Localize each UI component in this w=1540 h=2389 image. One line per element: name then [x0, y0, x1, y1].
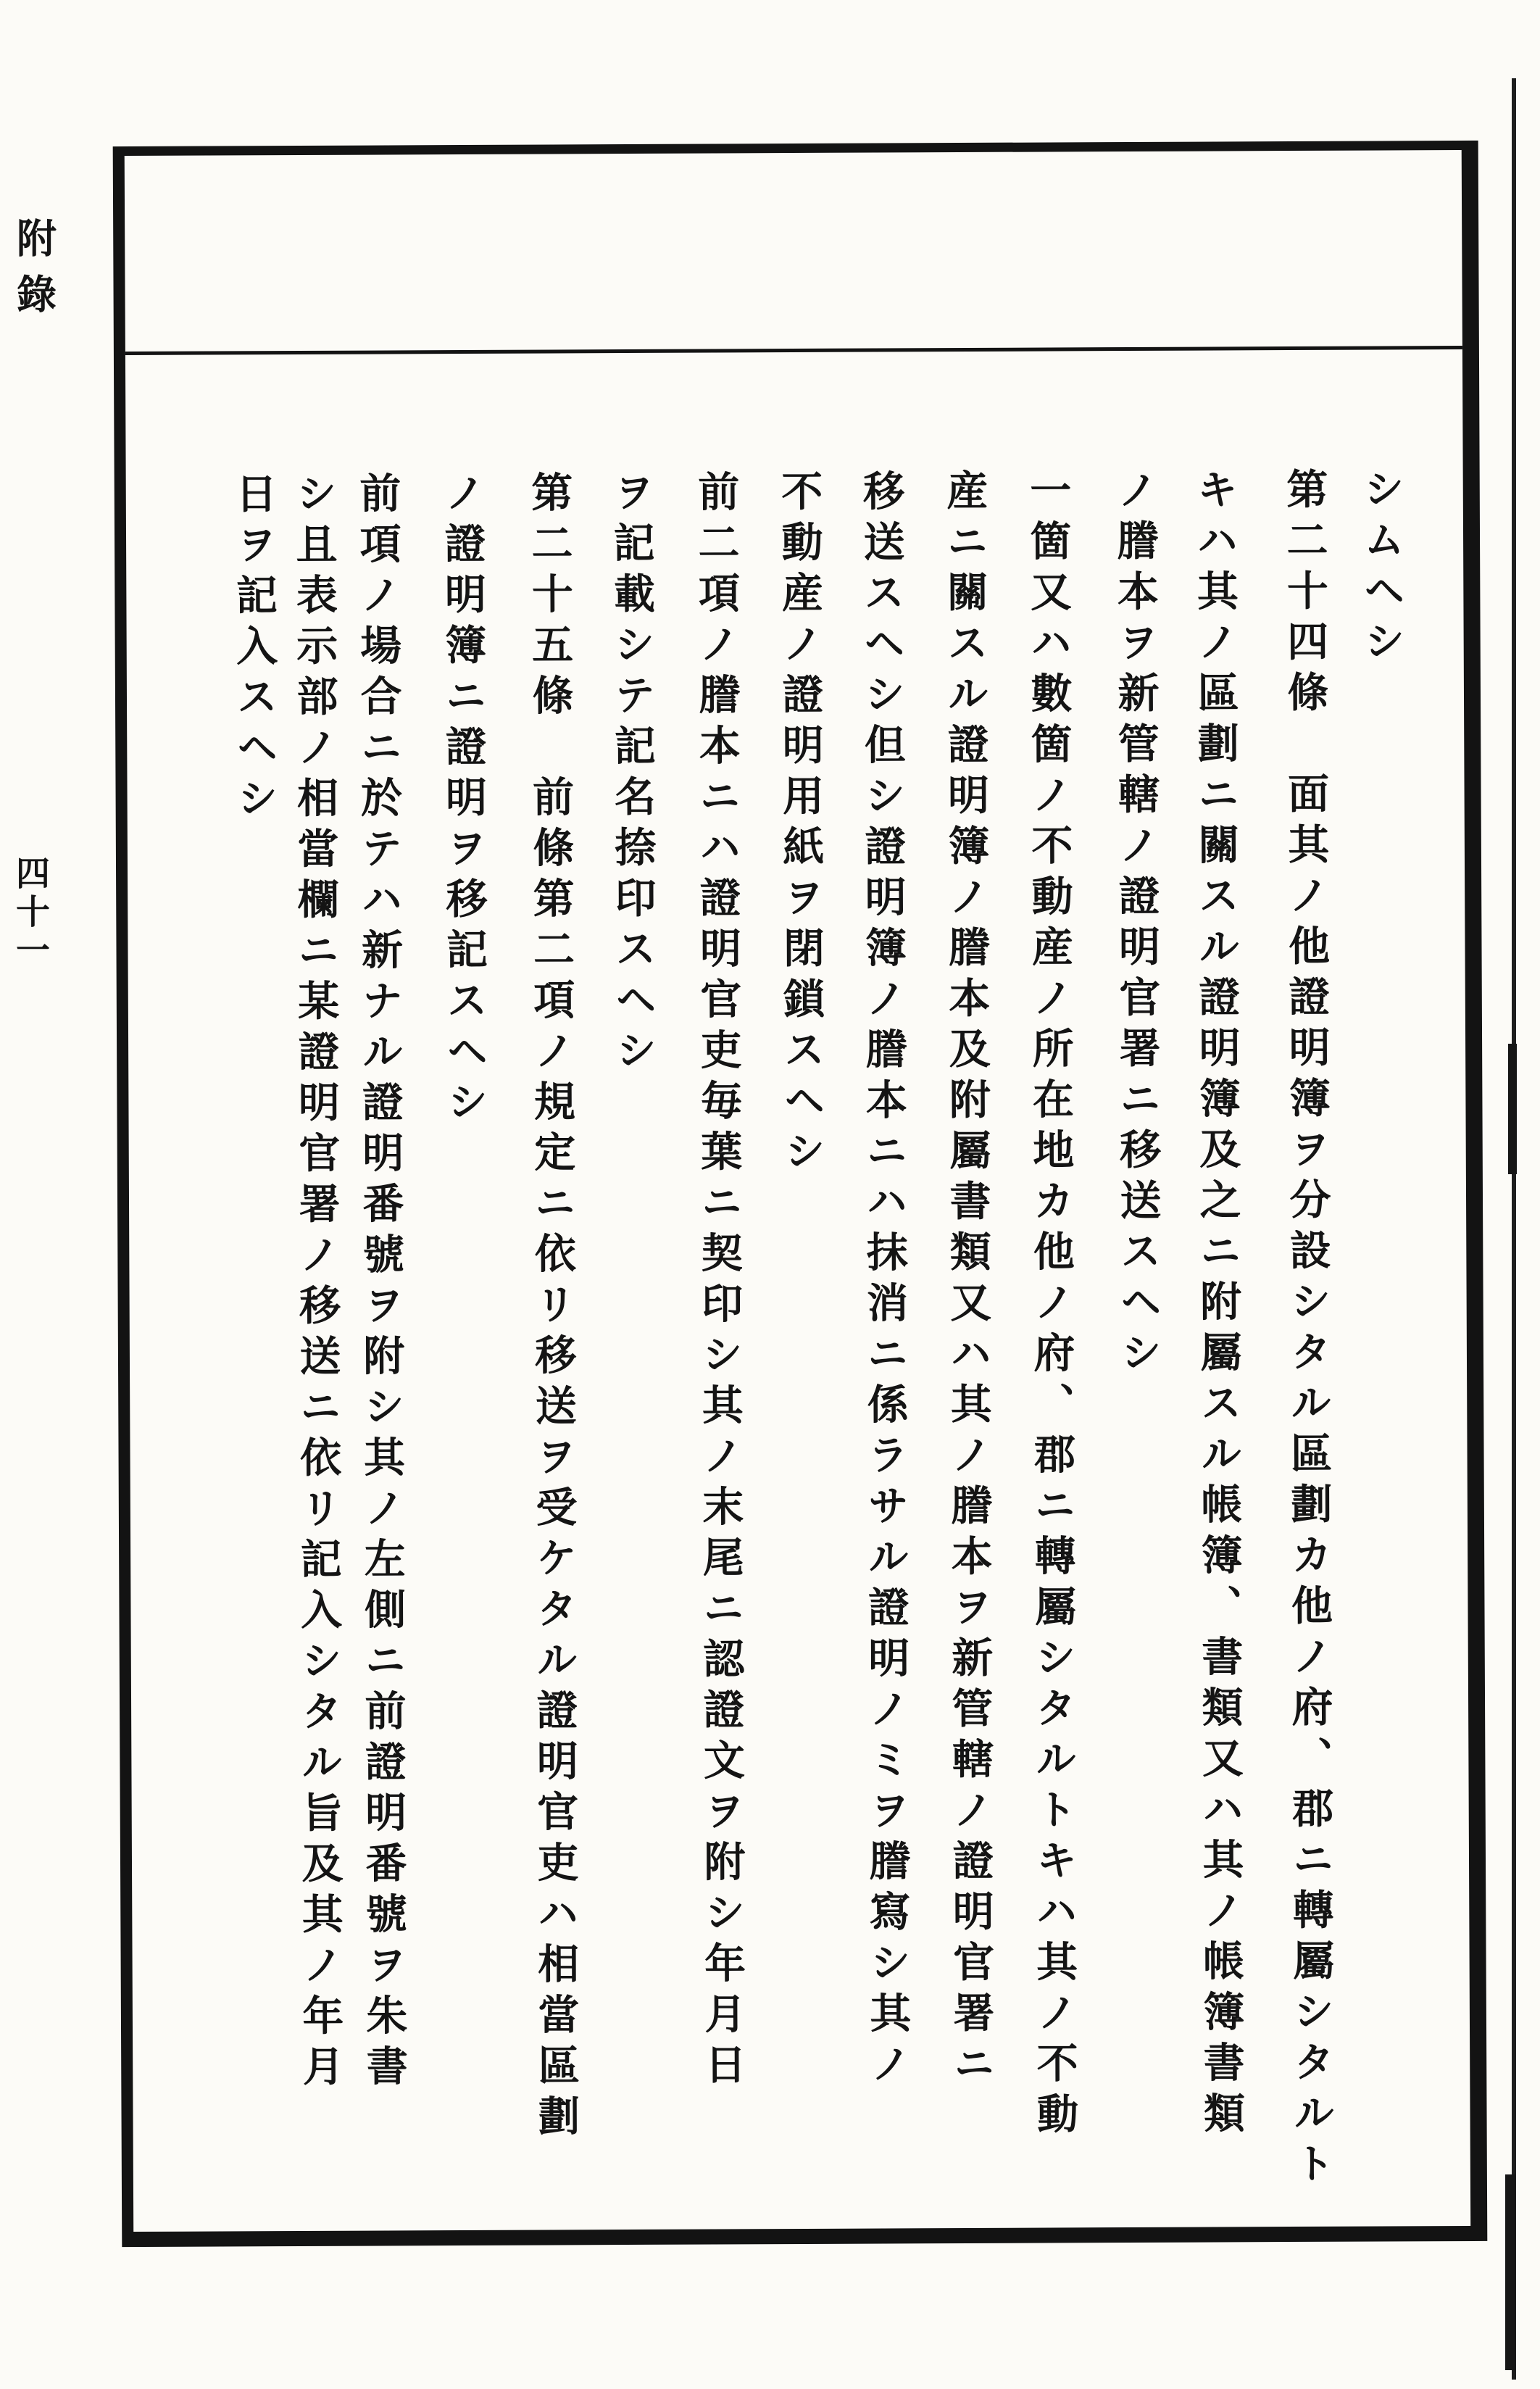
- text-column-6: 産ニ關スル證明簿ノ謄本及附屬書類又ハ其ノ謄本ヲ新管轄ノ證明官署ニ: [940, 468, 994, 2093]
- text-column-4: ノ謄本ヲ新管轄ノ證明官署ニ移送スヘシ: [1110, 468, 1161, 1382]
- text-column-10: ヲ記載シテ記名捺印スヘシ: [607, 470, 656, 1080]
- text-column-13: 前項ノ場合ニ於テハ新ナル證明番號ヲ附シ其ノ左側ニ前證明番號ヲ朱書: [353, 471, 407, 2095]
- text-column-5: 一箇又ハ數箇ノ不動産ノ所在地カ他ノ府、郡ニ轉屬シタルトキハ其ノ不動: [1023, 468, 1077, 2143]
- page-number: 四十一: [11, 855, 49, 971]
- text-column-14: シ且表示部ノ相當欄ニ某證明官署ノ移送ニ依リ記入シタル旨及其ノ年月: [289, 471, 343, 2096]
- text-column-3: キハ其ノ區劃ニ關スル證明簿及之ニ附屬スル帳簿、書類又ハ其ノ帳簿書類: [1190, 468, 1244, 2143]
- text-column-9: 前二項ノ謄本ニハ證明官吏毎葉ニ契印シ其ノ末尾ニ認證文ヲ附シ年月日: [691, 470, 745, 2094]
- text-column-15: 日ヲ記入スヘシ: [229, 472, 277, 828]
- text-column-12: ノ證明簿ニ證明ヲ移記スヘシ: [438, 470, 487, 1131]
- text-column-8: 不動産ノ證明用紙ヲ閉鎖スヘシ: [775, 469, 824, 1181]
- margin-label: 附錄: [11, 217, 55, 329]
- text-column-7: 移送スヘシ但シ證明簿ノ謄本ニハ抹消ニ係ラサル證明ノミヲ謄寫シ其ノ: [857, 469, 910, 2093]
- text-column-2: 第二十四條 面其ノ他證明簿ヲ分設シタル區劃カ他ノ府、郡ニ轉屬シタルト: [1280, 467, 1334, 2193]
- text-column-1: シムヘシ: [1357, 467, 1404, 670]
- text-column-11: 第二十五條 前條第二項ノ規定ニ依リ移送ヲ受ケタル證明官吏ハ相當區劃: [525, 470, 578, 2145]
